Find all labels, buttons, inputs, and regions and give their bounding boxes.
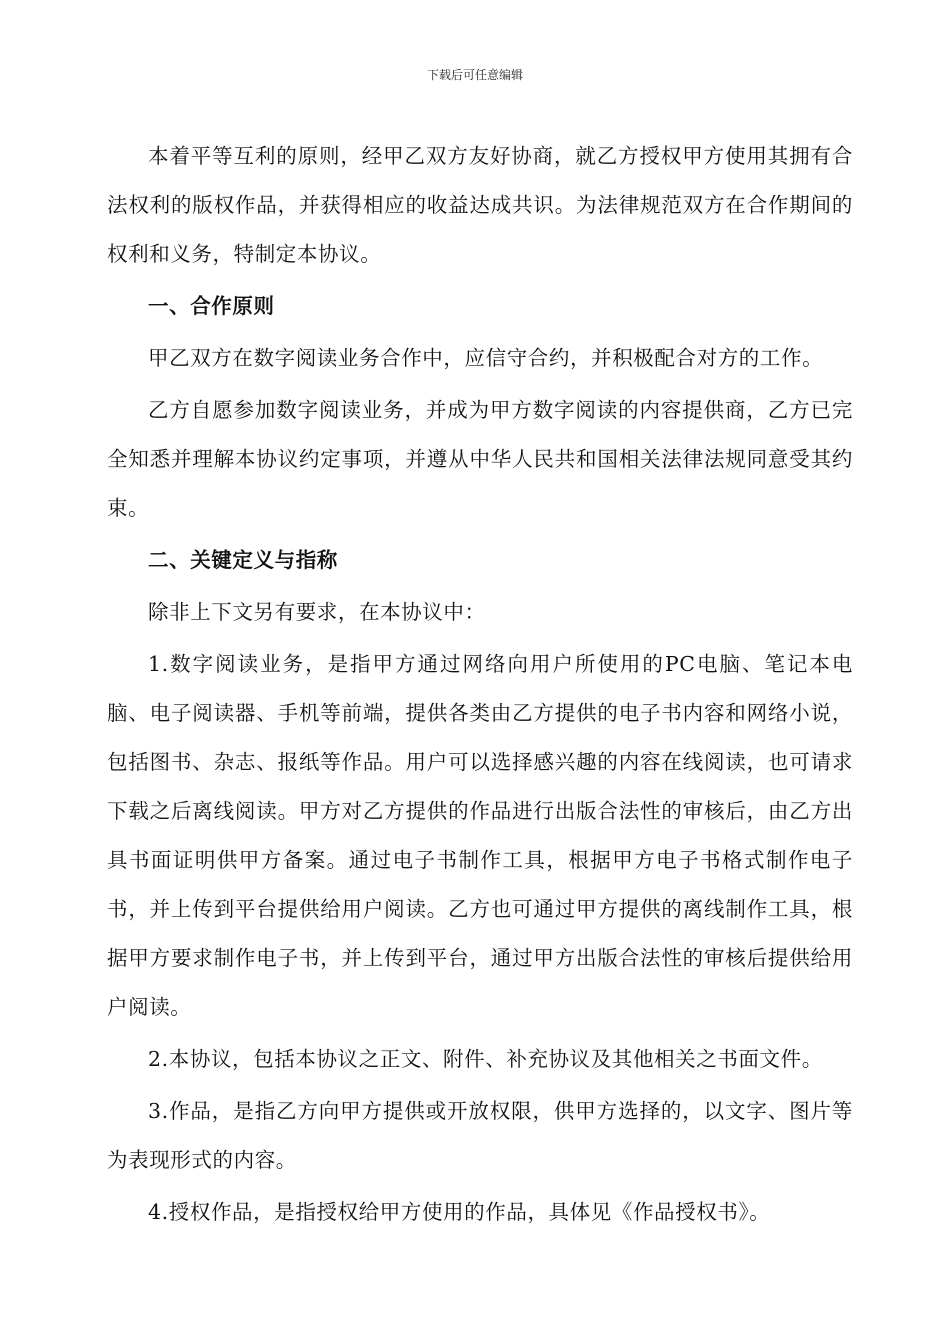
definition-item: 3.作品，是指乙方向甲方提供或开放权限，供甲方选择的，以文字、图片等为表现形式的内容。 bbox=[107, 1099, 853, 1172]
paragraph: 乙方自愿参加数字阅读业务，并成为甲方数字阅读的内容提供商，乙方已完全知悉并理解本协议约定事项，并遵从中华人民共和国相关法律法规同意受其约束。 bbox=[107, 398, 853, 520]
intro-paragraph: 本着平等互利的原则，经甲乙双方友好协商，就乙方授权甲方使用其拥有合法权利的版权作品，并获得相应的收益达成共识。为法律规范双方在合作期间的权利和义务，特制定本协议。 bbox=[107, 144, 853, 266]
paragraph: 甲乙双方在数字阅读业务合作中，应信守合约，并积极配合对方的工作。 bbox=[148, 346, 824, 370]
paragraph: 除非上下文另有要求，在本协议中： bbox=[148, 600, 486, 624]
definition-item: 4.授权作品，是指授权给甲方使用的作品，具体见《作品授权书》。 bbox=[148, 1200, 771, 1224]
page-header-note: 下载后可任意编辑 bbox=[426, 68, 523, 82]
definition-item: 2.本协议，包括本协议之正文、附件、补充协议及其他相关之书面文件。 bbox=[148, 1047, 823, 1071]
document-body bbox=[107, 132, 853, 1240]
definition-item: 1.数字阅读业务，是指甲方通过网络向用户所使用的PC电脑、笔记本电脑、电子阅读器、手机等前端，提供各类由乙方提供的电子书内容和网络小说，包括图书、杂志、报纸等作品。用户可以选择感兴趣的内容在线阅读，也可请求下载之后离线阅读。甲方对乙方提供的作品进行出版合法性的审核后，由乙方出具书面证明供甲方备案。通过电子书制作工具，根据甲方电子书格式制作电子书，并上传到平台提供给用户阅读。乙方也可通过甲方提供的离线制作工具，根据甲方要求制作电子书，并上传到平台，通过甲方出版合法性的审核后提供给用户阅读。 bbox=[107, 652, 853, 1019]
section-heading-key-definitions: 二、关键定义与指称 bbox=[148, 548, 338, 572]
section-heading-cooperation-principles: 一、合作原则 bbox=[148, 294, 275, 318]
